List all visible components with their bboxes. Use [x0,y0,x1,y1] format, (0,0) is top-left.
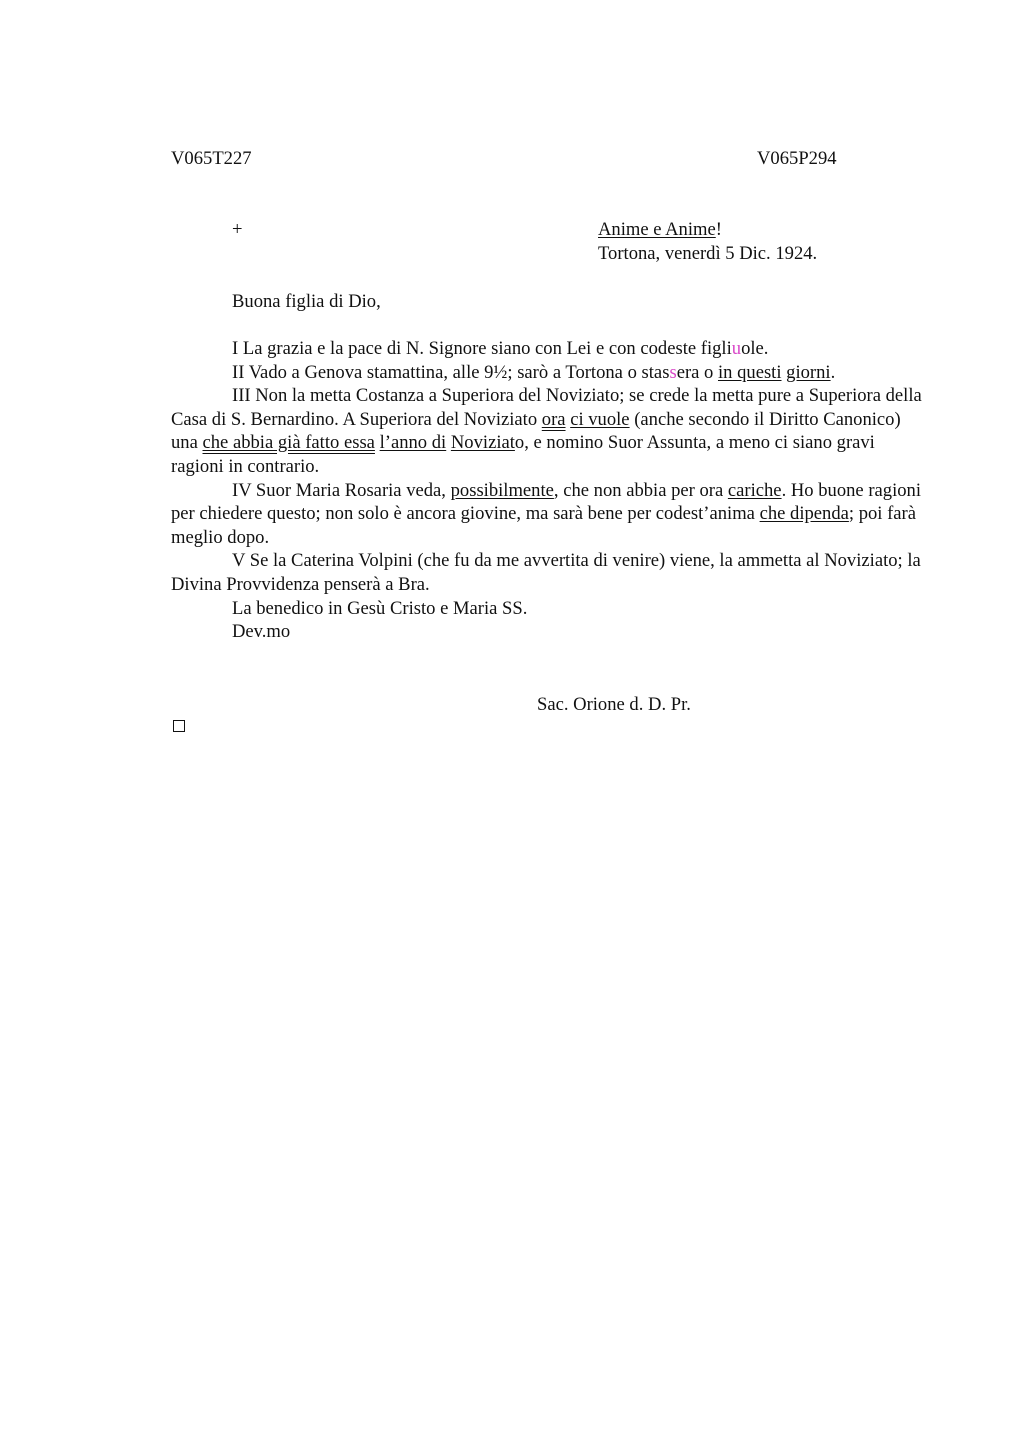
paragraph-5: V Se la Caterina Volpini (che fu da me avvertita di venire) viene, la ammetta al Noviziato; la Divina Provvidenza penserà a Bra. [171,550,921,595]
salutation: Buona figlia di Dio, [232,291,381,312]
underlined-phrase: giorni [786,361,831,383]
paragraph-1-text: I La grazia e la pace di N. Signore siano con Lei e con codeste figli [232,338,732,359]
paragraph-2-end: . [830,361,836,383]
motto-suffix: ! [715,219,722,240]
paragraph-2-text-2: era o [676,361,718,383]
motto-underlined: Anime e Anime [598,219,716,240]
paragraph-3-end: o, e nomino Suor Assunta, a meno ci siano gravi ragioni in contrario. [171,432,875,477]
underlined-phrase: Noviziat [450,432,515,454]
document-code-left: V065T227 [171,148,252,169]
paragraph-4-text-2: , che non abbia per ora [553,479,728,501]
paragraph-2 [171,361,931,385]
double-underlined-phrase: ora [541,408,566,430]
paragraph-3-text: III Non la metta Costanza a Superiora del Noviziato; se crede la metta pure a Superiora della Casa di S. Bernardino. A Superiora del Noviziato [171,385,922,430]
letter-body [171,337,931,644]
underlined-phrase: in questi [717,361,782,383]
paragraph-4-text-3: . Ho buone ragioni per chiedere questo; non solo è ancora giovine, ma sarà bene per codest’anima [171,479,921,525]
paragraph-3-text-2: (anche secondo il Diritto Canonico) una [171,408,901,454]
highlighted-letter: u [731,338,742,359]
document-code-right: V065P294 [757,148,837,169]
highlighted-letter: s [669,361,677,383]
cross-symbol: + [232,219,243,240]
blessing: La benedico in Gesù Cristo e Maria SS. [232,597,528,619]
paragraph-2-text: II Vado a Genova stamattina, alle 9½; sarò a Tortona o stas [232,361,670,383]
paragraph-4-end: ; poi farà meglio dopo. [171,503,917,548]
paragraph-4-text: IV Suor Maria Rosaria veda, [232,479,451,501]
double-underlined-phrase: che abbia già fatto essa [202,432,375,454]
underlined-phrase: ci vuole [570,408,630,430]
paragraph-4 [171,479,931,550]
underlined-phrase: cariche [727,479,782,501]
closing: Dev.mo [232,621,291,643]
signature: Sac. Orione d. D. Pr. [537,694,691,715]
checkbox-square-icon [173,720,185,732]
underlined-phrase: l’anno di [379,432,447,454]
underlined-phrase: che dipenda [759,503,849,525]
place-date: Tortona, venerdì 5 Dic. 1924. [598,243,818,264]
paragraph-1 [171,337,931,361]
paragraph-3 [171,384,931,478]
underlined-phrase: possibilmente [450,479,554,501]
motto [598,218,722,242]
paragraph-1-end: ole. [741,338,769,359]
